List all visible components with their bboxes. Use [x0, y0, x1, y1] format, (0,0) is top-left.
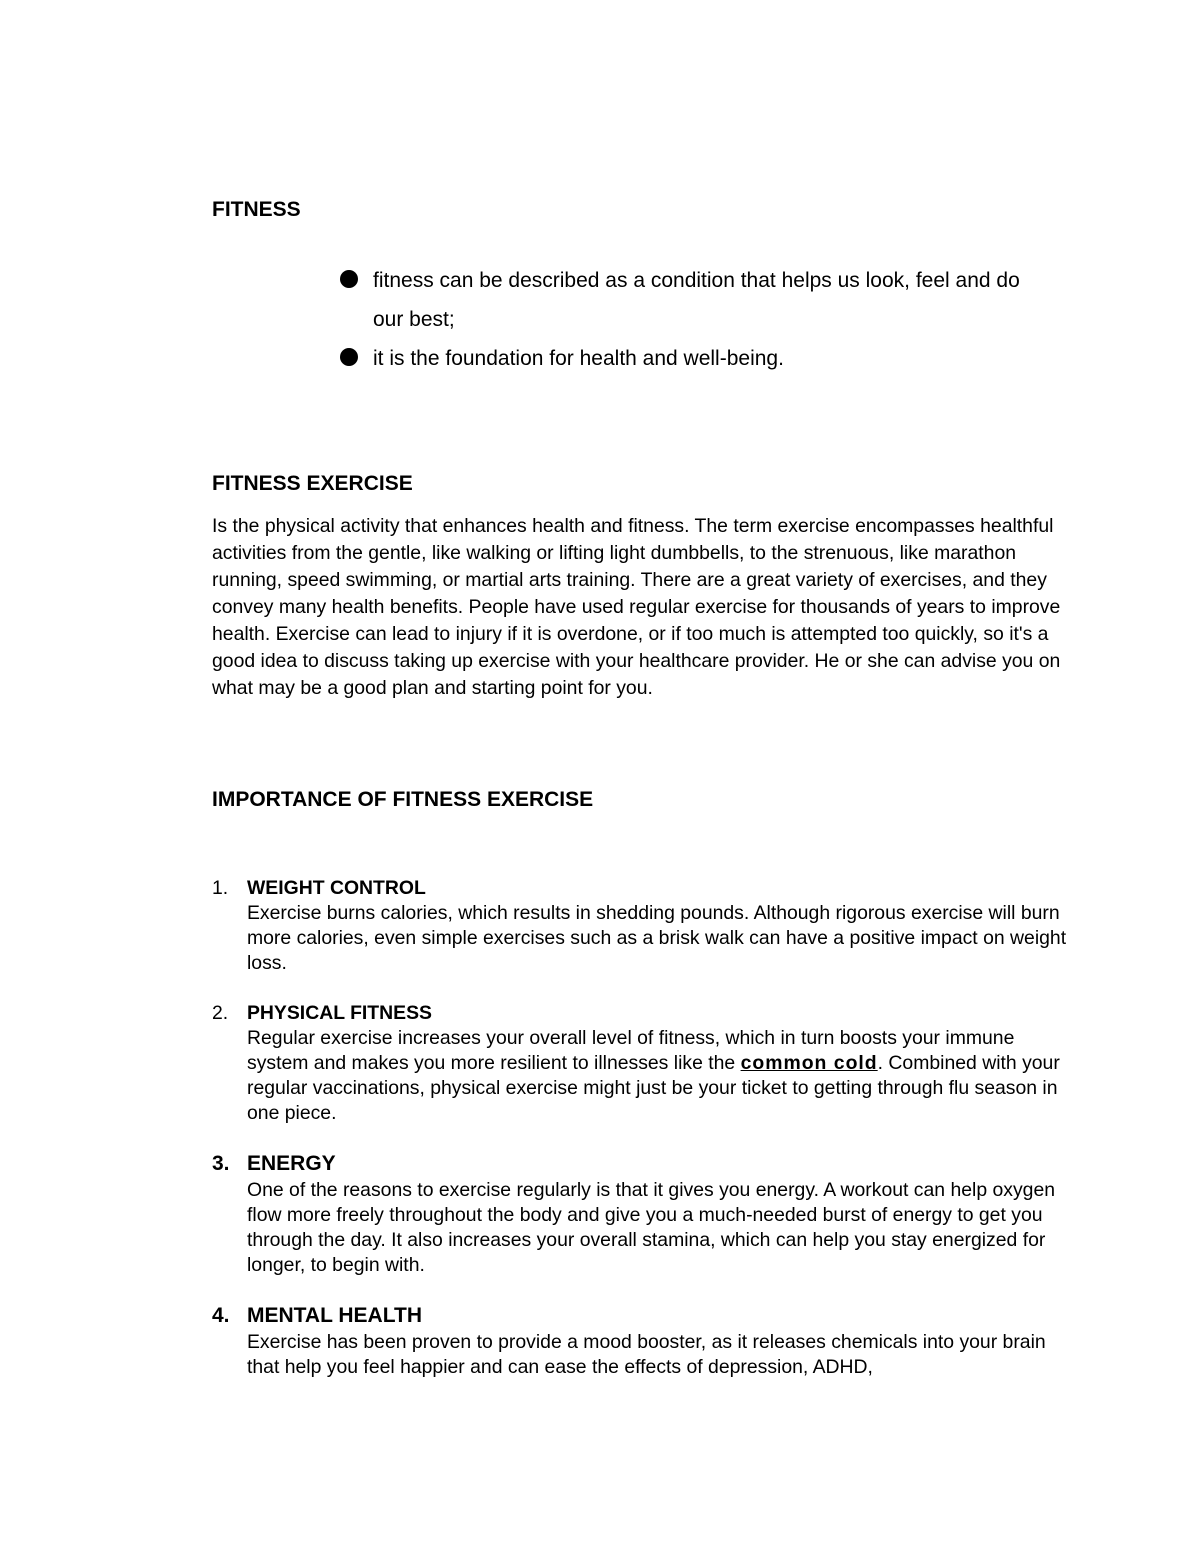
list-item-text: One of the reasons to exercise regularly is that it gives you energy. A workout can help oxygen flow more freely throughout the body and give you a much-needed burst of energy to get you through the day. It also increases your overall stamina, which can help you stay energized for longer, to begin with.: [247, 1179, 1056, 1276]
list-item-text-before: Regular exercise increases your overall level of fitness, which in turn boosts your immune system and makes you more resilient to illnesses like the: [247, 1027, 1015, 1074]
bullet-item: [338, 261, 1038, 339]
importance-heading: IMPORTANCE OF FITNESS EXERCISE: [212, 788, 594, 811]
bullet-dot-icon: [340, 348, 358, 366]
bullet-dot-icon: [340, 270, 358, 288]
list-item-text: [247, 1026, 1072, 1126]
list-item-body: [247, 1302, 1072, 1380]
fitness-heading: FITNESS: [212, 198, 301, 221]
list-item-number: 1.: [212, 877, 229, 899]
bullet-text: it is the foundation for health and well-being.: [373, 347, 784, 370]
list-item-number: 3.: [212, 1152, 230, 1175]
list-item-body: [247, 1150, 1072, 1278]
list-item-number: 2.: [212, 1002, 229, 1024]
fitness-exercise-heading: FITNESS EXERCISE: [212, 472, 413, 495]
list-item-title: ENERGY: [247, 1152, 336, 1175]
list-item-title: MENTAL HEALTH: [247, 1304, 422, 1327]
list-item-body: [247, 1001, 1072, 1126]
list-item-number: 4.: [212, 1304, 230, 1327]
bullet-item: [338, 339, 1038, 378]
list-item-text: Exercise burns calories, which results in shedding pounds. Although rigorous exercise will burn more calories, even simple exercises such as a brisk walk can have a positive impact on weight loss.: [247, 902, 1067, 974]
list-item-body: [247, 876, 1072, 976]
common-cold-link[interactable]: common cold: [740, 1052, 878, 1074]
list-item-text: Exercise has been proven to provide a mood booster, as it releases chemicals into your brain that help you feel happier and can ease the effects of depression, ADHD,: [247, 1331, 1046, 1378]
fitness-bullet-list: [338, 261, 1038, 378]
fitness-exercise-paragraph: Is the physical activity that enhances health and fitness. The term exercise encompasses healthful activities from the gentle, like walking or lifting light dumbbells, to the strenuous, like marathon running, speed swimming, or martial arts training. There are a great variety of exercises, and they convey many health benefits. People have used regular exercise for thousands of years to improve health. Exercise can lead to injury if it is overdone, or if too much is attempted too quickly, so it's a good idea to discuss taking up exercise with your healthcare provider. He or she can advise you on what may be a good plan and starting point for you.: [212, 515, 1061, 699]
list-item-text-after: . Combined with your regular vaccinations, physical exercise might just be your ticket to getting through flu season in one piece.: [247, 1052, 1060, 1124]
bullet-text: fitness can be described as a condition that helps us look, feel and do our best;: [373, 269, 1020, 331]
list-item-title: WEIGHT CONTROL: [247, 877, 426, 899]
list-item-title: PHYSICAL FITNESS: [247, 1002, 432, 1024]
